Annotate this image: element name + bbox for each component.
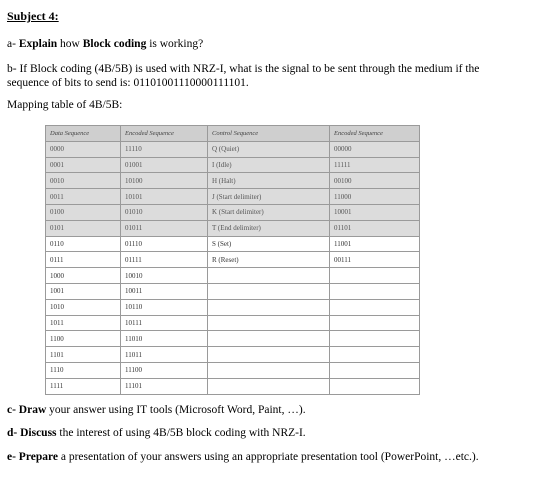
question-a-topic: Block coding bbox=[82, 38, 147, 50]
encoded-sequence-cell: 10101 bbox=[121, 189, 208, 205]
control-encoded-cell bbox=[330, 299, 420, 315]
encoded-sequence-cell: 01001 bbox=[121, 157, 208, 173]
control-sequence-cell bbox=[208, 315, 330, 331]
question-c-rest: your answer using IT tools (Microsoft Word, Paint, …). bbox=[46, 404, 306, 416]
control-encoded-cell bbox=[330, 331, 420, 347]
encoded-sequence-cell: 01010 bbox=[121, 204, 208, 220]
control-sequence-cell bbox=[208, 331, 330, 347]
control-sequence-cell: K (Start delimiter) bbox=[208, 204, 330, 220]
control-sequence-cell bbox=[208, 283, 330, 299]
encoded-sequence-cell: 10011 bbox=[121, 283, 208, 299]
encoded-sequence-cell: 11101 bbox=[121, 378, 208, 394]
encoded-sequence-cell: 01011 bbox=[121, 220, 208, 236]
table-row bbox=[46, 347, 420, 363]
encoded-sequence-cell: 10100 bbox=[121, 173, 208, 189]
subject-title: Subject 4: bbox=[7, 9, 59, 23]
table-row bbox=[46, 141, 420, 157]
question-a-letter: a- bbox=[7, 38, 19, 50]
data-sequence-cell: 1101 bbox=[46, 347, 121, 363]
encoded-sequence-cell: 10110 bbox=[121, 299, 208, 315]
table-row bbox=[46, 236, 420, 252]
control-sequence-cell bbox=[208, 362, 330, 378]
table-row bbox=[46, 331, 420, 347]
table-row bbox=[46, 189, 420, 205]
question-b-line1: b- If Block coding (4B/5B) is used with NRZ-I, what is the signal to be sent through the medium if the bbox=[7, 63, 480, 75]
header-control-encoded-sequence: Encoded Sequence bbox=[330, 126, 420, 142]
control-sequence-cell: R (Reset) bbox=[208, 252, 330, 268]
table-row bbox=[46, 378, 420, 394]
mapping-table-body bbox=[46, 141, 420, 394]
data-sequence-cell: 1111 bbox=[46, 378, 121, 394]
data-sequence-cell: 0010 bbox=[46, 173, 121, 189]
control-encoded-cell bbox=[330, 378, 420, 394]
control-encoded-cell: 11001 bbox=[330, 236, 420, 252]
encoded-sequence-cell: 10010 bbox=[121, 268, 208, 284]
encoded-sequence-cell: 11110 bbox=[121, 141, 208, 157]
control-encoded-cell: 11000 bbox=[330, 189, 420, 205]
control-encoded-cell: 00100 bbox=[330, 173, 420, 189]
data-sequence-cell: 1100 bbox=[46, 331, 121, 347]
data-sequence-cell: 0001 bbox=[46, 157, 121, 173]
mapping-table-label: Mapping table of 4B/5B: bbox=[7, 99, 123, 111]
question-c bbox=[7, 403, 306, 417]
encoded-sequence-cell: 11100 bbox=[121, 362, 208, 378]
question-a-mid: how bbox=[57, 38, 83, 50]
encoded-sequence-cell: 01110 bbox=[121, 236, 208, 252]
control-sequence-cell: Q (Quiet) bbox=[208, 141, 330, 157]
table-row bbox=[46, 268, 420, 284]
control-sequence-cell: H (Halt) bbox=[208, 173, 330, 189]
control-sequence-cell: T (End delimiter) bbox=[208, 220, 330, 236]
table-header-row bbox=[46, 126, 420, 142]
question-e bbox=[7, 450, 479, 464]
encoded-sequence-cell: 10111 bbox=[121, 315, 208, 331]
header-encoded-sequence: Encoded Sequence bbox=[121, 126, 208, 142]
data-sequence-cell: 1011 bbox=[46, 315, 121, 331]
control-sequence-cell: J (Start delimiter) bbox=[208, 189, 330, 205]
data-sequence-cell: 0000 bbox=[46, 141, 121, 157]
question-d-verb: d- Discuss bbox=[7, 427, 57, 439]
control-encoded-cell: 11111 bbox=[330, 157, 420, 173]
data-sequence-cell: 1001 bbox=[46, 283, 121, 299]
data-sequence-cell: 0100 bbox=[46, 204, 121, 220]
encoded-sequence-cell: 11011 bbox=[121, 347, 208, 363]
header-data-sequence: Data Sequence bbox=[46, 126, 121, 142]
data-sequence-cell: 0110 bbox=[46, 236, 121, 252]
question-c-verb: c- Draw bbox=[7, 404, 47, 416]
control-encoded-cell bbox=[330, 283, 420, 299]
question-e-rest: a presentation of your answers using an appropriate presentation tool (PowerPoint, …etc.). bbox=[57, 451, 479, 463]
table-row bbox=[46, 204, 420, 220]
question-d-rest: the interest of using 4B/5B block coding with NRZ-I. bbox=[56, 427, 306, 439]
mapping-table bbox=[45, 125, 420, 395]
table-row bbox=[46, 315, 420, 331]
question-e-verb: e- Prepare bbox=[7, 451, 58, 463]
control-encoded-cell: 10001 bbox=[330, 204, 420, 220]
table-row bbox=[46, 157, 420, 173]
header-control-sequence: Control Sequence bbox=[208, 126, 330, 142]
control-sequence-cell bbox=[208, 347, 330, 363]
question-b-line2: sequence of bits to send is: 01101001110000111101. bbox=[7, 77, 249, 89]
control-sequence-cell bbox=[208, 299, 330, 315]
question-a-verb: Explain bbox=[18, 38, 58, 50]
control-encoded-cell: 00000 bbox=[330, 141, 420, 157]
question-d bbox=[7, 426, 306, 440]
control-sequence-cell: S (Set) bbox=[208, 236, 330, 252]
control-encoded-cell bbox=[330, 347, 420, 363]
control-encoded-cell: 01101 bbox=[330, 220, 420, 236]
table-row bbox=[46, 252, 420, 268]
control-encoded-cell bbox=[330, 268, 420, 284]
data-sequence-cell: 1110 bbox=[46, 362, 121, 378]
control-sequence-cell: I (Idle) bbox=[208, 157, 330, 173]
table-row bbox=[46, 173, 420, 189]
control-sequence-cell bbox=[208, 378, 330, 394]
table-row bbox=[46, 283, 420, 299]
data-sequence-cell: 1000 bbox=[46, 268, 121, 284]
encoded-sequence-cell: 01111 bbox=[121, 252, 208, 268]
question-a bbox=[7, 37, 203, 51]
control-encoded-cell: 00111 bbox=[330, 252, 420, 268]
table-row bbox=[46, 220, 420, 236]
question-a-rest: is working? bbox=[146, 38, 204, 50]
control-encoded-cell bbox=[330, 315, 420, 331]
table-row bbox=[46, 299, 420, 315]
data-sequence-cell: 0111 bbox=[46, 252, 121, 268]
encoded-sequence-cell: 11010 bbox=[121, 331, 208, 347]
data-sequence-cell: 0011 bbox=[46, 189, 121, 205]
control-sequence-cell bbox=[208, 268, 330, 284]
control-encoded-cell bbox=[330, 362, 420, 378]
table-row bbox=[46, 362, 420, 378]
data-sequence-cell: 0101 bbox=[46, 220, 121, 236]
data-sequence-cell: 1010 bbox=[46, 299, 121, 315]
